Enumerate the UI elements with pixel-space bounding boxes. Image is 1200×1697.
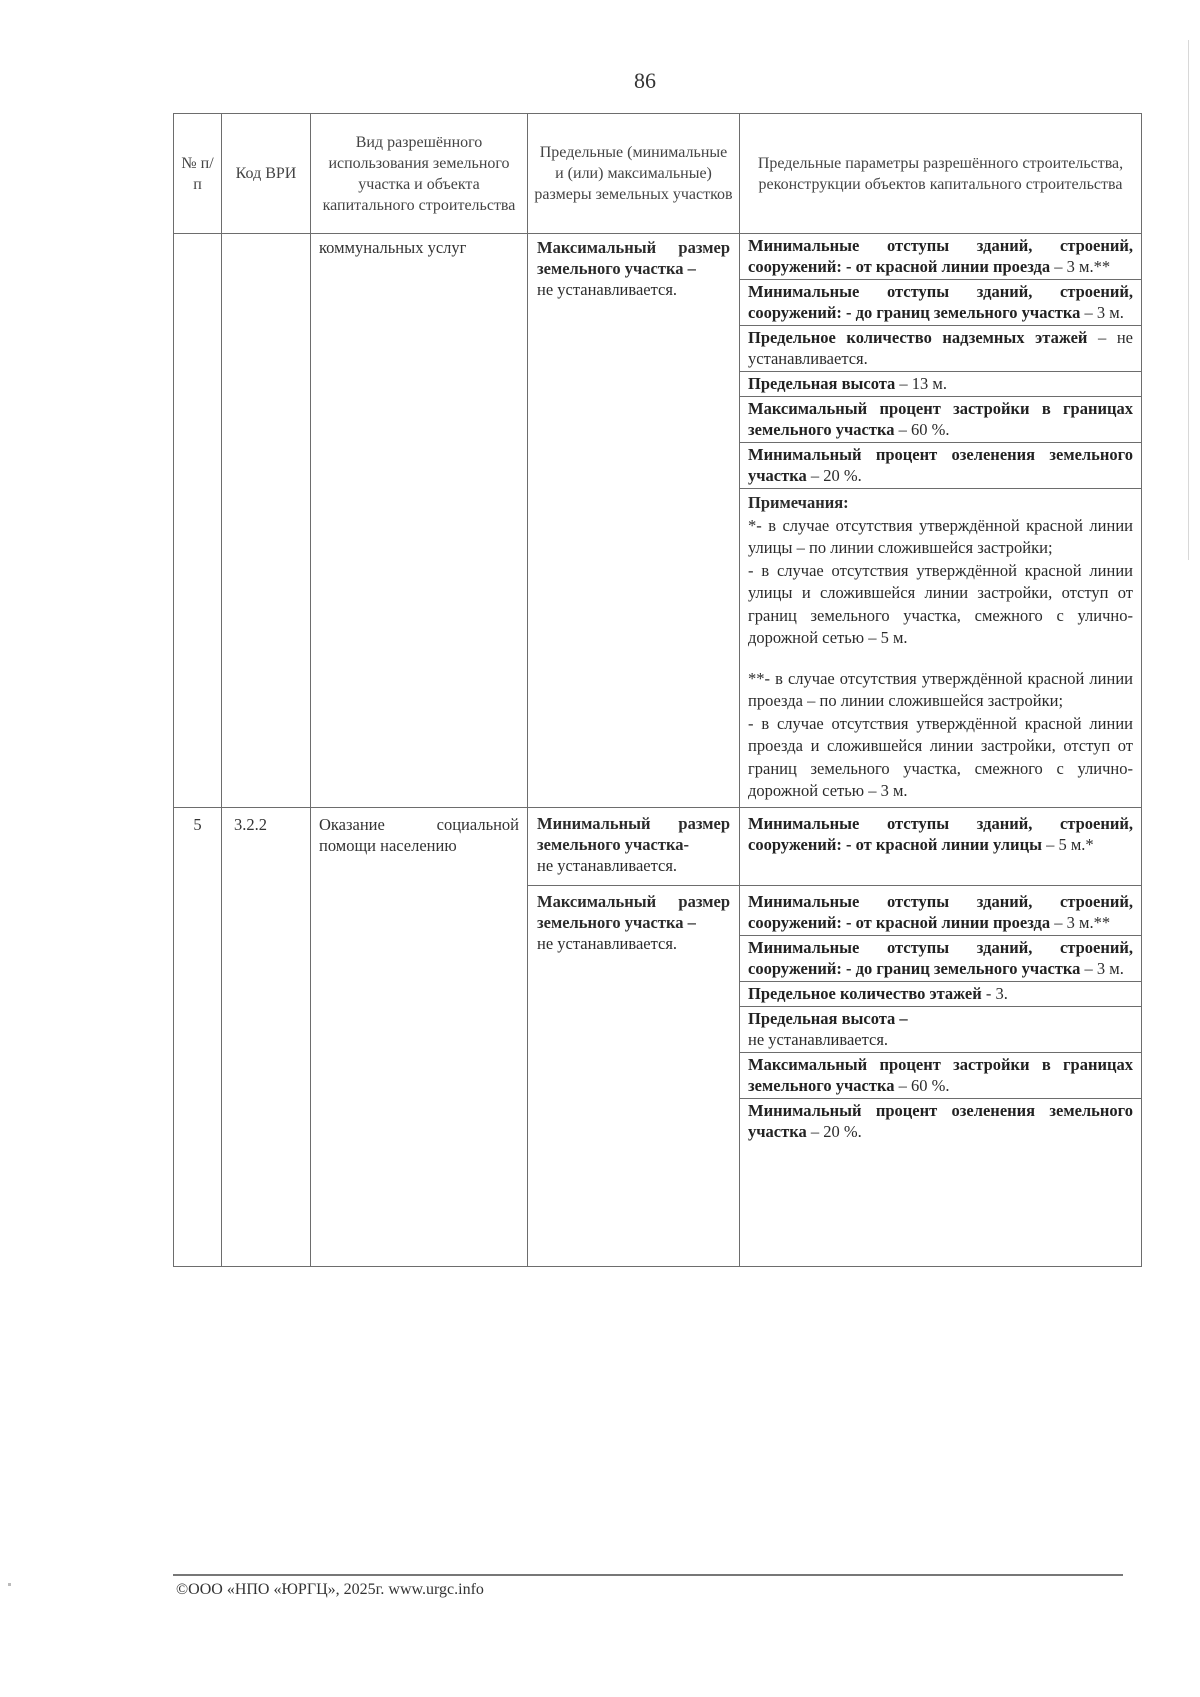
cell-use-type: коммунальных услуг [319, 238, 467, 257]
cell-plot-size-max: Максимальный размер земельного участка – не устанавливается. [537, 238, 730, 299]
header-use-type: Вид разрешённого использования земельного участка и объекта капитального строительства [311, 114, 528, 234]
header-code: Код ВРИ [222, 114, 311, 234]
regulations-table [173, 113, 1142, 1267]
table-header-row [174, 114, 1142, 234]
cell-params [740, 808, 1141, 885]
note-item: - в случае отсутствия утверждённой красной линии проезда и сложившейся линии застройки, отступ от границ земельного участка, смежного с улично-дорожной сетью – 3 м. [748, 713, 1133, 800]
scan-speck [8, 1583, 11, 1586]
param-item: Минимальный процент озеленения земельного участка – 20 %. [740, 443, 1141, 489]
page-number: 86 [634, 68, 656, 93]
param-item: Минимальные отступы зданий, строений, сооружений: - до границ земельного участка – 3 м. [740, 936, 1141, 982]
param-item: Максимальный процент застройки в границах земельного участка – 60 %. [740, 1053, 1141, 1099]
cell-code [222, 234, 311, 808]
cell-plot-size-max: Максимальный размер земельного участка – не устанавливается. [537, 891, 730, 953]
param-item: Предельное количество надземных этажей – не устанавливается. [740, 326, 1141, 372]
cell-code: 3.2.2 [234, 814, 267, 834]
notes-title: Примечания: [748, 493, 849, 512]
cell-num [174, 234, 222, 808]
scan-edge-line [1188, 40, 1189, 560]
footer-copyright: ©ООО «НПО «ЮРГЦ», 2025г. www.urgc.info [176, 1581, 484, 1598]
footer-divider [173, 1574, 1123, 1576]
cell-use-type: Оказание социальной помощи населению [319, 814, 519, 855]
param-item: Предельная высота – 13 м. [740, 372, 1141, 397]
note-item: - в случае отсутствия утверждённой красной линии улицы и сложившейся линии застройки, отступ от границ земельного участка, смежного с улично-дорожной сетью – 5 м. [748, 560, 1133, 647]
cell-params [740, 234, 1141, 807]
param-item: Минимальные отступы зданий, строений, сооружений: - от красной линии проезда – 3 м.** [740, 234, 1141, 280]
param-item: Минимальные отступы зданий, строений, сооружений: - от красной линии улицы – 5 м.* [748, 813, 1133, 854]
param-item: Предельная высота – не устанавливается. [740, 1007, 1141, 1053]
param-item: Минимальный процент озеленения земельного участка – 20 %. [748, 1100, 1133, 1141]
note-item: *- в случае отсутствия утверждённой красной линии улицы – по линии сложившейся застройки; [748, 515, 1133, 557]
table-row [174, 234, 1142, 808]
header-num: № п/п [174, 114, 222, 234]
param-item: Минимальные отступы зданий, строений, сооружений: - от красной линии проезда – 3 м.** [740, 886, 1141, 936]
param-item: Минимальные отступы зданий, строений, сооружений: - до границ земельного участка – 3 м. [740, 280, 1141, 326]
param-item: Максимальный процент застройки в границах земельного участка – 60 %. [740, 397, 1141, 443]
cell-plot-size-min: Минимальный размер земельного участка- не устанавливается. [537, 813, 730, 875]
cell-num: 5 [193, 814, 202, 834]
header-plot-sizes: Предельные (минимальные и (или) максимальные) размеры земельных участков [528, 114, 740, 234]
param-item: Предельное количество этажей - 3. [740, 982, 1141, 1007]
cell-params [740, 886, 1141, 1144]
header-params: Предельные параметры разрешённого строительства, реконструкции объектов капитального строительства [740, 114, 1142, 234]
notes-block [740, 489, 1141, 807]
table-row [174, 807, 1142, 885]
note-item: **- в случае отсутствия утверждённой красной линии проезда – по линии сложившейся застройки; [748, 668, 1133, 710]
